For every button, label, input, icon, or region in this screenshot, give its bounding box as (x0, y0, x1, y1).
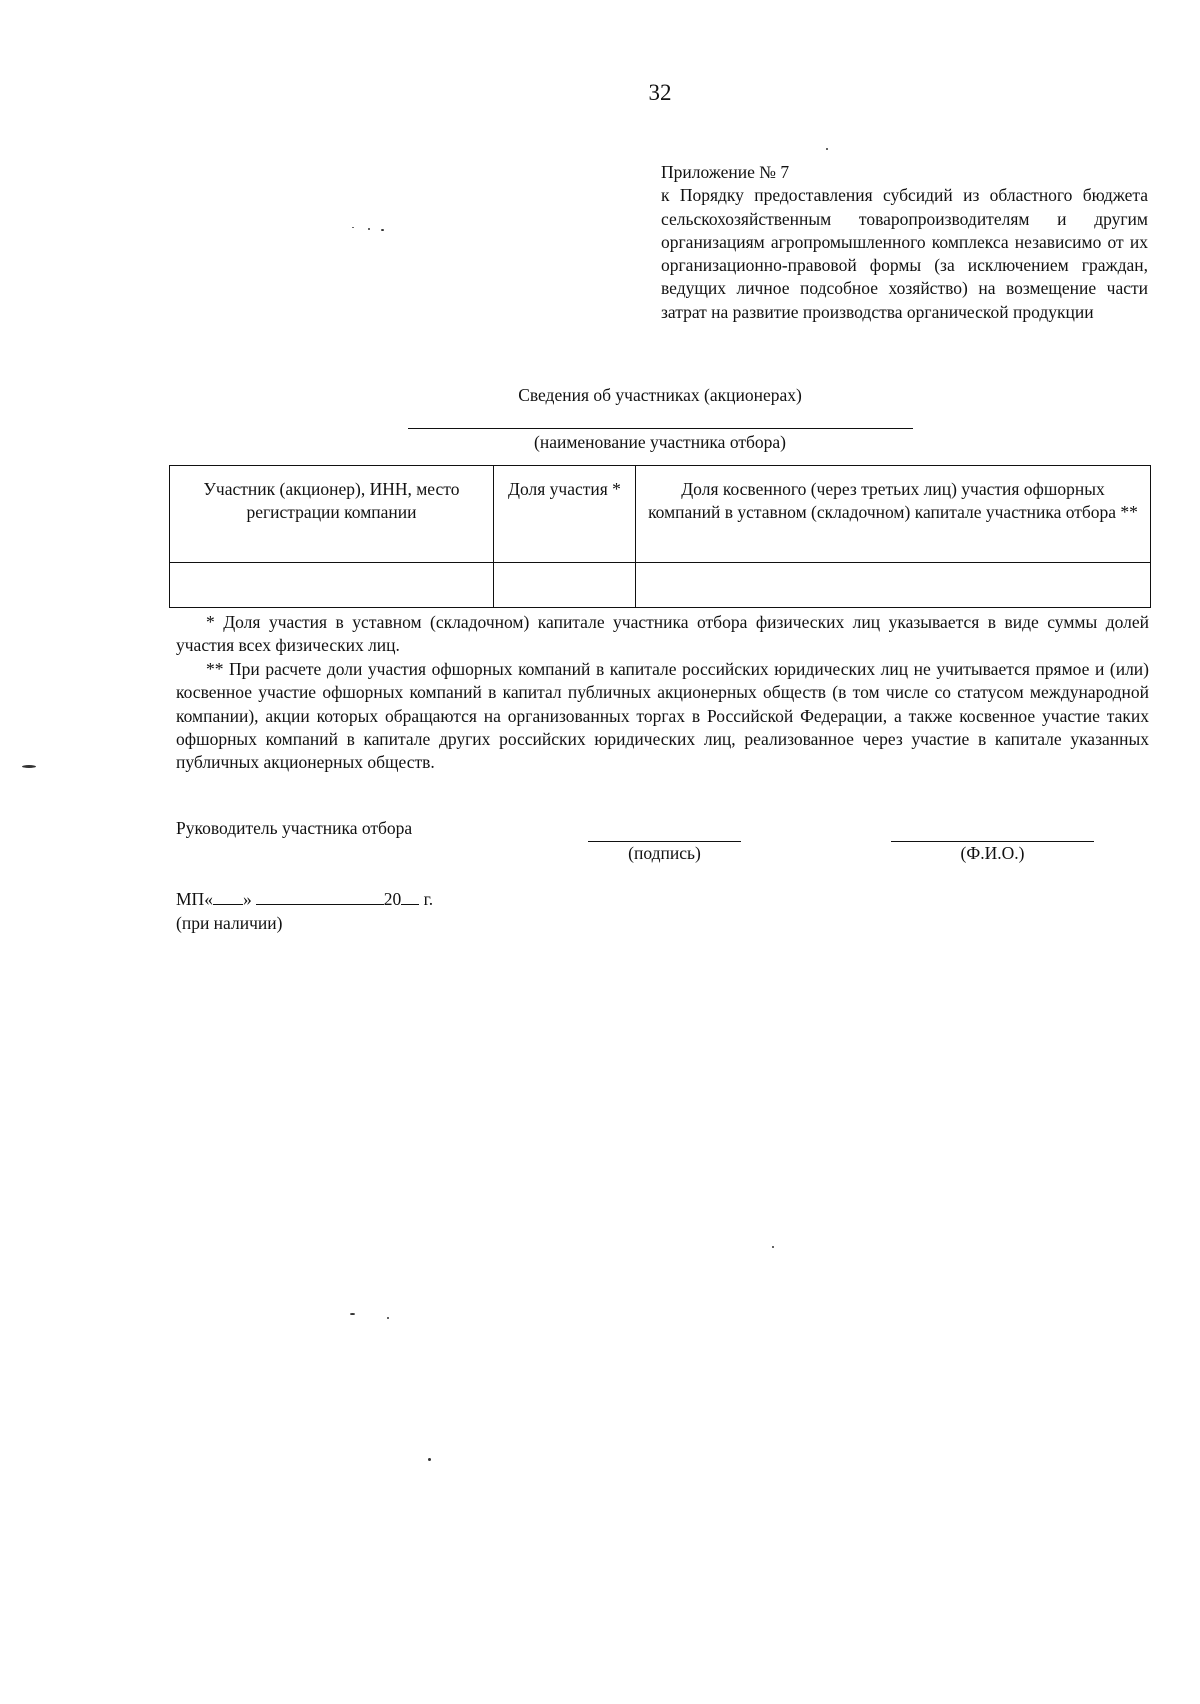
scan-speck (368, 228, 370, 230)
scan-speck (350, 1313, 355, 1315)
stamp-note: (при наличии) (176, 913, 283, 933)
scan-speck (428, 1458, 431, 1461)
table-cell (494, 563, 636, 608)
scan-speck (387, 1317, 389, 1319)
participant-name-caption: (наименование участника отбора) (534, 432, 786, 452)
document-title: Сведения об участниках (акционерах) (518, 385, 802, 405)
open-quote: « (204, 889, 213, 909)
footnotes (176, 611, 1149, 775)
table-header-share: Доля участия * (494, 466, 636, 563)
appendix-block (661, 161, 1148, 324)
table-row (170, 563, 1151, 608)
scan-speck (772, 1246, 774, 1248)
year-prefix: 20 (383, 889, 402, 909)
participant-name-line (408, 428, 913, 429)
full-name-caption: (Ф.И.О.) (960, 843, 1025, 863)
table-cell (170, 563, 494, 608)
day-blank (213, 890, 243, 905)
appendix-body: к Порядку предоставления субсидий из областного бюджета сельскохозяйственным товаропроизводителям и другим организациям агропромышленного комплекса независимо от их организационно-правовой формы (за исключением граждан, ведущих личное подсобное хозяйство) на возмещение части затрат на развитие производства органической продукции (661, 185, 1148, 322)
stamp-label: МП (176, 889, 205, 909)
signature-caption: (подпись) (628, 843, 701, 863)
head-signature-label: Руководитель участника отбора (176, 818, 413, 838)
close-quote: » (242, 889, 252, 909)
scan-speck (352, 227, 354, 228)
scan-speck (381, 229, 384, 231)
year-suffix: г. (423, 889, 434, 909)
table-cell (636, 563, 1151, 608)
page-number: 32 (648, 80, 672, 105)
month-blank (256, 890, 384, 905)
year-blank (401, 890, 419, 905)
table-header-participant: Участник (акционер), ИНН, место регистрации компании (170, 466, 494, 563)
participants-table (169, 465, 1151, 608)
footnote-2: ** При расчете доли участия офшорных компаний в капитале российских юридических лиц не учитывается прямое и (или) косвенное участие офшорных компаний в капитал публичных акционерных обществ (в том числе со статусом международной компании), акции которых обращаются на организованных торгах в Российской Федерации, а также косвенное участие таких офшорных компаний в капитале других российских юридических лиц, реализованное через участие в капитале указанных публичных акционерных обществ. (176, 658, 1149, 773)
stamp-date-row (176, 889, 433, 910)
table-header-offshore-share: Доля косвенного (через третьих лиц) участия офшорных компаний в уставном (складочном) капитале участника отбора ** (636, 466, 1151, 563)
scan-speck (22, 765, 36, 768)
table-header-row (170, 466, 1151, 563)
full-name-line (891, 841, 1094, 842)
scan-speck (826, 148, 828, 150)
footnote-1: * Доля участия в уставном (складочном) капитале участника отбора физических лиц указывается в виде суммы долей участия всех физических лиц. (176, 612, 1149, 656)
signature-line (588, 841, 741, 842)
appendix-title: Приложение № 7 (661, 162, 790, 182)
